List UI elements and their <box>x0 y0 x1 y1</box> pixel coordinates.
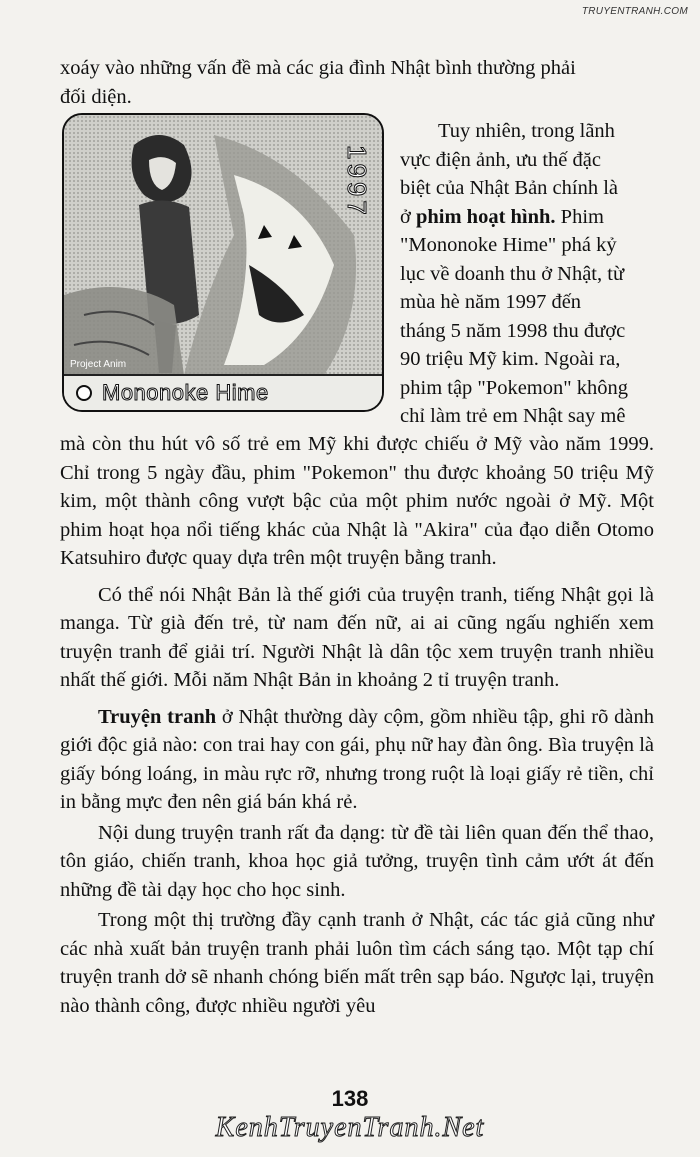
wrap-line: vực điện ảnh, ưu thế đặc <box>400 148 601 171</box>
wrap-line: lục về doanh thu ở Nhật, từ <box>400 262 625 285</box>
intro-paragraph <box>60 54 654 111</box>
main-text <box>60 430 654 1020</box>
wrap-line: tháng 5 năm 1998 thu được <box>400 319 626 342</box>
wrap-line <box>400 203 654 232</box>
intro-line-2: đối diện. <box>60 85 132 108</box>
paragraph-content: Nội dung truyện tranh rất đa dạng: từ đề tài liên quan đến thể thao, tôn giáo, chiến tranh, khoa học giả tưởng, truyện tình cảm ướt át đến những đề tài dạy học cho học sinh. <box>60 821 654 901</box>
wrap-word: ở <box>400 205 411 228</box>
wrap-line: Tuy nhiên, trong lãnh <box>438 120 615 142</box>
wrap-word: Phim <box>560 205 604 228</box>
page-number: 138 <box>331 1086 369 1111</box>
wrapped-paragraph <box>400 117 654 431</box>
mononoke-hime-image <box>62 113 384 412</box>
paragraph-comics-text: ở Nhật thường dày cộm, gồm nhiều tập, ghi rõ dành giới độc giả nào: con trai hay con gái, phụ nữ hay đàn ông. Bìa truyện là giấy bóng loáng, in màu rực rỡ, nhưng trong ruột là loại giấy rẻ tiền, chỉ in bằng mực đen nên giá bán khá rẻ. <box>60 705 654 813</box>
wrap-line: mùa hè năm 1997 đến <box>400 291 582 313</box>
wrap-line: chỉ làm trẻ em Nhật say mê <box>400 405 626 427</box>
wrap-line: "Mononoke Hime" phá kỷ <box>400 234 617 256</box>
figure-caption-bar <box>64 374 382 410</box>
wrap-continuation: mà còn thu hút vô số trẻ em Mỹ khi được chiếu ở Mỹ vào năm 1999. Chỉ trong 5 ngày đầu, phim "Pokemon" thu được khoảng 50 triệu Mỹ kim, một thành công vượt bậc của một phim nước ngoài ở Mỹ. Một phim hoạt họa nổi tiếng khác của Nhật là "Akira" của đạo diễn Otomo Katsuhiro được quay dựa trên một truyện bằng tranh. <box>60 433 654 569</box>
caption-bullet-icon <box>76 385 92 401</box>
wrap-line: phim tập "Pokemon" không <box>400 376 628 399</box>
site-watermark-bottom: KenhTruyenTranh.Net <box>215 1112 485 1143</box>
figure-caption: Mononoke Hime <box>102 380 269 405</box>
wrap-line: biệt của Nhật Bản chính là <box>400 177 619 199</box>
wrap-line: 90 triệu Mỹ kim. Ngoài ra, <box>400 348 621 370</box>
paragraph-comics <box>60 703 654 817</box>
bold-term-animation: phim hoạt hình. <box>415 205 556 228</box>
paragraph-market: Trong một thị trường đầy cạnh tranh ở Nhật, các tác giả cũng như các nhà xuất bản truyện tranh phải luôn tìm cách sáng tạo. Một tạp chí truyện tranh dở sẽ nhanh chóng biến mất trên sạp báo. Ngược lại, truyện nào thành công, được nhiều người yêu <box>60 909 654 1017</box>
site-watermark-top: TRUYENTRANH.COM <box>581 6 688 17</box>
figure-credit: Project Anim <box>70 359 127 370</box>
paragraph-manga: Có thể nói Nhật Bản là thế giới của truyện tranh, tiếng Nhật gọi là manga. Từ già đến trẻ, từ nam đến nữ, ai ai cũng ngấu nghiến xem truyện tranh để giải trí. Người Nhật là dân tộc xem truyện tranh nhiều nhất thế giới. Mỗi năm Nhật Bản in khoảng 2 tỉ truyện tranh. <box>60 583 654 691</box>
figure-side-text: 1997 <box>342 145 372 219</box>
bold-term-comics: Truyện tranh <box>98 705 217 728</box>
intro-line-1: xoáy vào những vấn đề mà các gia đình Nhật bình thường phải <box>60 57 576 79</box>
